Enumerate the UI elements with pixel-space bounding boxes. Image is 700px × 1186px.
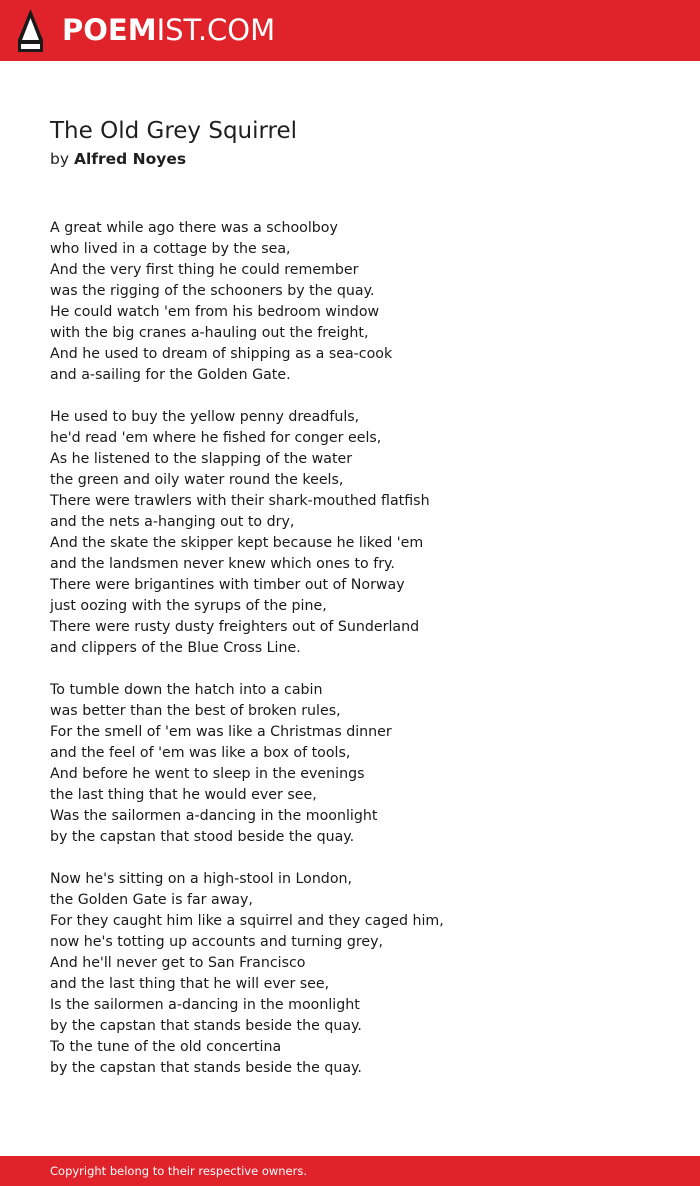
poem-line: and a-sailing for the Golden Gate. xyxy=(50,367,291,383)
poem-line: just oozing with the syrups of the pine, xyxy=(50,598,327,614)
poem-line: the Golden Gate is far away, xyxy=(50,892,253,908)
poem-line: As he listened to the slapping of the water xyxy=(50,451,353,467)
poem-line: the green and oily water round the keels, xyxy=(50,472,344,488)
poem-line: he'd read 'em where he fished for conger eels, xyxy=(50,430,382,446)
poem-line: He used to buy the yellow penny dreadfuls, xyxy=(50,409,360,425)
poem-line: And the skate the skipper kept because he liked 'em xyxy=(50,535,424,551)
poem-line: and the nets a-hanging out to dry, xyxy=(50,514,295,530)
poem-line: was better than the best of broken rules, xyxy=(50,703,341,719)
poem-line: For the smell of 'em was like a Christmas dinner xyxy=(50,724,392,740)
poem-line: the last thing that he would ever see, xyxy=(50,787,317,803)
poem-line: Was the sailormen a-dancing in the moonlight xyxy=(50,808,378,824)
poem-line: And he'll never get to San Francisco xyxy=(50,955,306,971)
poem-line: and the feel of 'em was like a box of tools, xyxy=(50,745,351,761)
logo-brand-light: IST.COM xyxy=(156,13,276,47)
poem-line: by the capstan that stands beside the quay. xyxy=(50,1018,362,1034)
poem-line: There were brigantines with timber out of Norway xyxy=(50,577,405,593)
poem-line: Now he's sitting on a high-stool in London, xyxy=(50,871,352,887)
poem-byline xyxy=(50,148,186,170)
poem-line: by the capstan that stands beside the quay. xyxy=(50,1060,362,1076)
poem-stanza xyxy=(50,680,670,848)
poem-line: who lived in a cottage by the sea, xyxy=(50,241,291,257)
poem-line: There were trawlers with their shark-mouthed flatfish xyxy=(50,493,430,509)
poem-line: For they caught him like a squirrel and they caged him, xyxy=(50,913,444,929)
poem-line: There were rusty dusty freighters out of Sunderland xyxy=(50,619,420,635)
poem-line: And he used to dream of shipping as a sea-cook xyxy=(50,346,393,362)
poem-line: was the rigging of the schooners by the quay. xyxy=(50,283,375,299)
poem-line: and the landsmen never knew which ones to fry. xyxy=(50,556,395,572)
poem-title: The Old Grey Squirrel xyxy=(50,118,298,144)
poem-stanza xyxy=(50,869,670,1079)
pencil-icon[interactable] xyxy=(18,9,43,52)
poem-author: Alfred Noyes xyxy=(73,150,187,168)
poem-line: A great while ago there was a schoolboy xyxy=(50,220,338,236)
poem-line: by the capstan that stood beside the quay. xyxy=(50,829,355,845)
poem-line: And the very first thing he could remember xyxy=(50,262,359,278)
poem-line: To the tune of the old concertina xyxy=(50,1039,282,1055)
poem-line: with the big cranes a-hauling out the freight, xyxy=(50,325,369,341)
poem-line: now he's totting up accounts and turning grey, xyxy=(50,934,383,950)
poem-stanza xyxy=(50,218,670,386)
poem-line: Is the sailormen a-dancing in the moonlight xyxy=(50,997,360,1013)
copyright-notice: Copyright belong to their respective owners. xyxy=(50,1164,308,1178)
poem-line: and clippers of the Blue Cross Line. xyxy=(50,640,301,656)
poem-line: And before he went to sleep in the evenings xyxy=(50,766,365,782)
poem-stanza xyxy=(50,407,670,659)
poem-line: To tumble down the hatch into a cabin xyxy=(50,682,323,698)
site-footer xyxy=(0,1156,700,1186)
poem-body xyxy=(50,218,670,1100)
poem-line: and the last thing that he will ever see, xyxy=(50,976,330,992)
site-logo[interactable] xyxy=(62,12,275,48)
site-header xyxy=(0,0,700,61)
by-label: by xyxy=(50,150,70,168)
poem-line: He could watch 'em from his bedroom window xyxy=(50,304,380,320)
logo-brand-bold: POEM xyxy=(62,13,157,47)
